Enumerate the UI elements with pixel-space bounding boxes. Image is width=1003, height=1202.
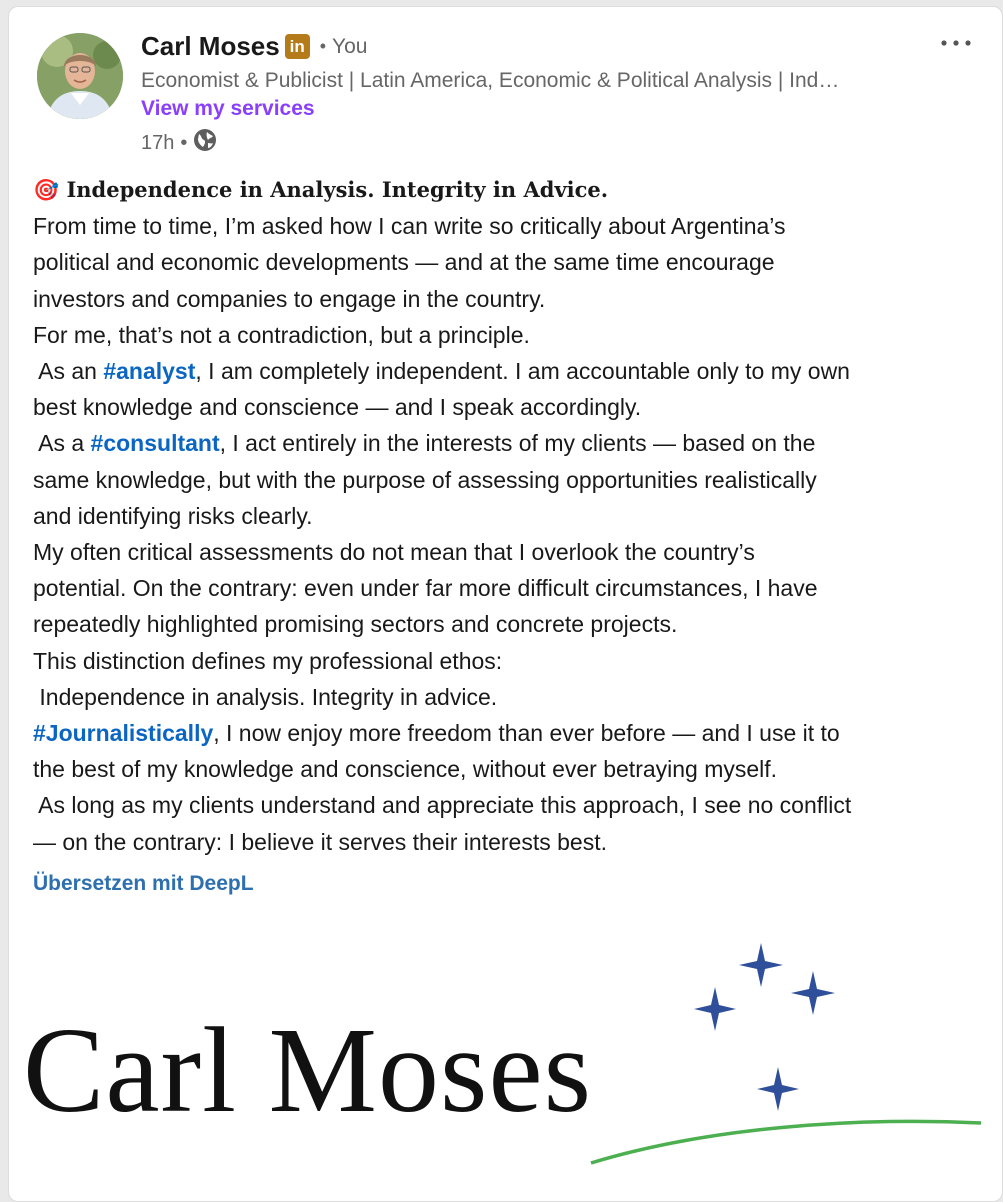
- green-arc: [591, 1121, 981, 1163]
- author-line: [141, 31, 367, 62]
- author-headline: Economist & Publicist | Latin America, Economic & Political Analysis | Ind…: [141, 69, 840, 92]
- post-line: potential. On the contrary: even under far more difficult circumstances, I have: [33, 575, 818, 602]
- hashtag-analyst[interactable]: #analyst: [103, 358, 196, 385]
- more-options-icon[interactable]: [931, 25, 981, 61]
- post-line: the best of my knowledge and conscience, without ever betraying myself.: [33, 756, 778, 783]
- logo-text: Carl Moses: [23, 1003, 593, 1138]
- post-card: [8, 6, 1003, 1202]
- hashtag-journalistically[interactable]: #Journalistically: [33, 720, 214, 747]
- author-name[interactable]: Carl Moses: [141, 31, 280, 61]
- consultant-line: [33, 425, 983, 461]
- post-title-text: Independence in Analysis. Integrity in Advice.: [66, 177, 609, 202]
- post-line: As long as my clients understand and appreciate this approach, I see no conflict: [33, 792, 852, 819]
- post-line: investors and companies to engage in the country.: [33, 285, 546, 312]
- analyst-rest: , I am completely independent. I am accountable only to my own: [195, 358, 850, 385]
- connection-degree: You: [332, 34, 368, 58]
- post-timestamp: 17h: [141, 131, 175, 154]
- post-body: [33, 172, 983, 860]
- post-line: same knowledge, but with the purpose of assessing opportunities realistically: [33, 466, 817, 493]
- post-title: [33, 172, 983, 208]
- post-line: This distinction defines my professional ethos:: [33, 647, 503, 674]
- star-icon: [757, 1067, 799, 1111]
- hashtag-consultant[interactable]: #consultant: [90, 430, 220, 457]
- star-icon: [739, 943, 783, 987]
- journalistically-line: [33, 715, 983, 751]
- separator-dot: •: [319, 36, 327, 56]
- post-line: political and economic developments — and at the same time encourage: [33, 249, 775, 276]
- linkedin-premium-icon: in: [285, 34, 310, 59]
- globe-icon: [193, 128, 217, 158]
- post-meta: [141, 128, 217, 158]
- post-line: — on the contrary: I believe it serves their interests best.: [33, 828, 607, 855]
- journalistically-rest: , I now enjoy more freedom than ever before — and I use it to: [213, 720, 840, 747]
- separator-dot: •: [180, 131, 188, 154]
- post-line: and identifying risks clearly.: [33, 502, 313, 529]
- avatar[interactable]: [37, 33, 123, 119]
- post-line: repeatedly highlighted promising sectors and concrete projects.: [33, 611, 678, 638]
- view-services-link[interactable]: View my services: [141, 97, 315, 120]
- target-emoji-icon: 🎯: [33, 177, 60, 202]
- star-icon: [791, 971, 835, 1015]
- post-line: My often critical assessments do not mean that I overlook the country’s: [33, 539, 755, 566]
- post-line: best knowledge and conscience — and I speak accordingly.: [33, 394, 642, 421]
- translate-link[interactable]: Übersetzen mit DeepL: [33, 872, 254, 895]
- post-image[interactable]: [9, 937, 1002, 1201]
- post-line: For me, that’s not a contradiction, but a principle.: [33, 321, 530, 348]
- profile-photo: [37, 33, 123, 119]
- analyst-prefix: As an: [33, 358, 104, 385]
- analyst-line: [33, 353, 983, 389]
- consultant-prefix: As a: [33, 430, 91, 457]
- post-line: Independence in analysis. Integrity in advice.: [33, 683, 498, 710]
- consultant-rest: , I act entirely in the interests of my clients — based on the: [219, 430, 816, 457]
- post-line: From time to time, I’m asked how I can write so critically about Argentina’s: [33, 213, 786, 240]
- star-icon: [694, 987, 736, 1031]
